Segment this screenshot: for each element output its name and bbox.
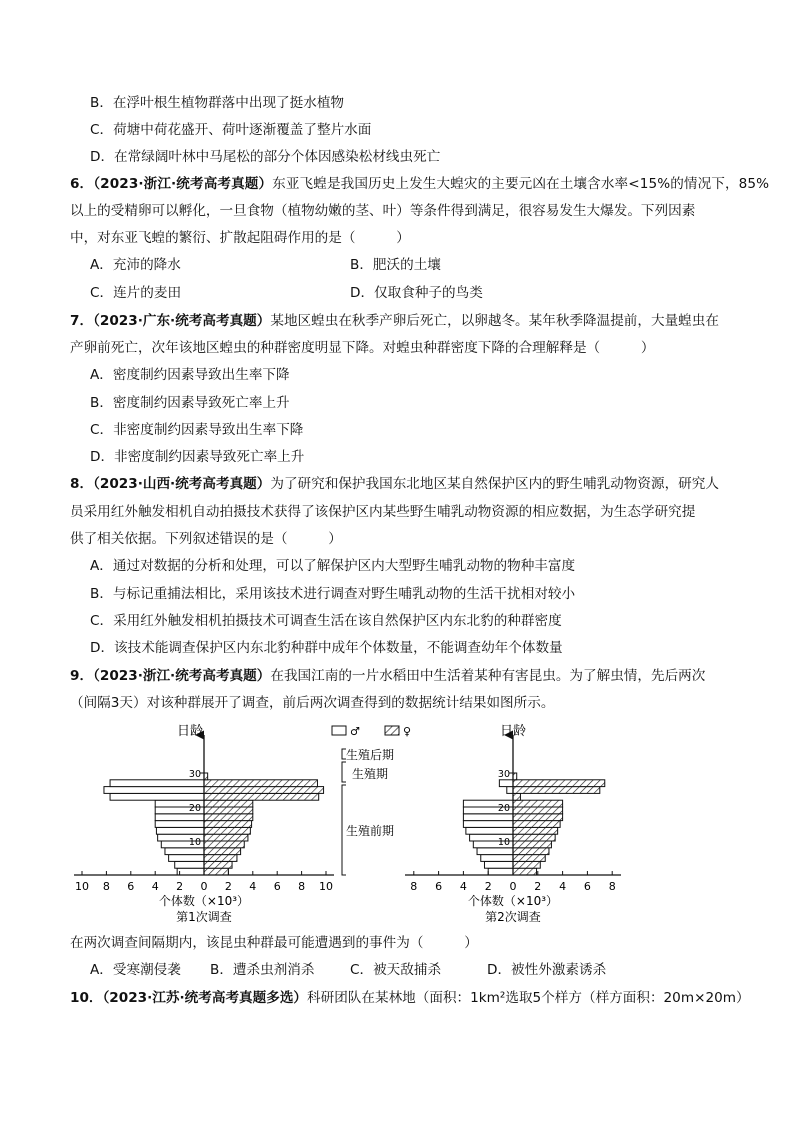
q10-stem-line1 (70, 988, 750, 1008)
q8-option-c: C．采用红外触发相机拍摄技术可调查生活在该自然保护区内东北豹的种群密度 (90, 613, 562, 629)
q6-option-c: C．连片的麦田 (90, 285, 182, 301)
chart-2-x-tick-label: 6 (583, 880, 591, 893)
chart-1-female-bar (204, 821, 252, 828)
q6-stem-line3: 中，对东亚飞蝗的繁衍、扩散起阻碍作用的是（ ） (70, 230, 410, 246)
q10-source: （2023·江苏·统考高考真题多选） (102, 990, 308, 1006)
q9-number: 9． (70, 668, 94, 684)
chart-1-x-tick-label: 2 (176, 880, 184, 893)
chart-2-male-bar (499, 780, 513, 787)
chart-2-male-bar (484, 861, 513, 868)
chart-2-x-tick-label: 8 (410, 880, 418, 893)
chart-2-female-bar (513, 821, 560, 828)
chart-1-female-bar (204, 855, 237, 862)
chart-1-male-bar (175, 861, 204, 868)
q8-stem-line3: 供了相关依据。下列叙述错误的是（ ） (70, 531, 342, 547)
chart-1-x-tick-label: 2 (224, 880, 232, 893)
chart-2-female-bar (513, 848, 549, 855)
q8-number: 8． (70, 476, 94, 492)
legend-female-label: ♀ (403, 725, 412, 738)
chart-1-y-tick-label: 30 (188, 769, 201, 780)
q6-source: （2023·浙江·统考高考真题） (93, 176, 273, 192)
chart-1-male-bar (156, 827, 204, 834)
chart-1 (74, 723, 334, 924)
chart-2-x-tick-label: 4 (459, 880, 467, 893)
q5-option-b: B．在浮叶根生植物群落中出现了挺水植物 (90, 95, 345, 111)
chart-2-female-bar (513, 787, 600, 794)
chart-2-female-bar (513, 807, 563, 814)
q6-stem-line2: 以上的受精卵可以孵化，一旦食物（植物幼嫩的茎、叶）等条件得到满足，很容易发生大爆发。下列因素 (70, 203, 696, 219)
q6-stem-line1 (70, 174, 769, 194)
q9-source: （2023·浙江·统考高考真题） (93, 668, 271, 684)
chart-legend (332, 725, 411, 738)
q5-option-c: C．荷塘中荷花盛开、荷叶逐渐覆盖了整片水面 (90, 122, 372, 138)
chart-2-male-bar (463, 814, 513, 821)
chart-2 (405, 723, 621, 924)
chart-1-female-bar (204, 800, 253, 807)
chart-2-x-tick-label: 8 (608, 880, 616, 893)
chart-1-x-label: 个体数（×10³） (158, 894, 250, 908)
chart-2-female-bar (513, 861, 540, 868)
chart-2-x-tick-label: 2 (534, 880, 542, 893)
chart-1-y-label: 日龄 (176, 724, 204, 739)
chart-2-female-bar (513, 800, 563, 807)
chart-1-x-tick-label: 8 (298, 880, 306, 893)
chart-1-y-tick-label: 10 (188, 837, 201, 848)
chart-1-x-tick-label: 10 (75, 880, 89, 893)
chart-2-female-bar (513, 855, 545, 862)
chart-1-x-tick-label: 6 (273, 880, 281, 893)
q7-stem-line1 (70, 311, 719, 331)
chart-1-male-bar (104, 787, 204, 794)
q8-source: （2023·山西·统考高考真题） (93, 476, 271, 492)
chart-2-y-tick-label: 30 (497, 769, 510, 780)
q7-stem-text: 某地区蝗虫在秋季产卵后死亡，以卵越冬。某年秋季降温提前，大量蝗虫在 (270, 313, 719, 329)
chart-1-y-tick-label: 20 (188, 803, 201, 814)
chart-1-x-tick-label: 6 (127, 880, 135, 893)
chart-1-x-tick-label: 4 (249, 880, 257, 893)
q9-stem-line1 (70, 666, 705, 686)
chart-1-x-tick-label: 8 (102, 880, 110, 893)
chart-2-x-tick-label: 2 (484, 880, 492, 893)
chart-1-female-bar (204, 868, 228, 875)
chart-2-male-bar (477, 848, 513, 855)
chart-1-female-bar (204, 827, 250, 834)
q7-source: （2023·广东·统考高考真题） (93, 313, 271, 329)
chart-1-male-bar (155, 821, 204, 828)
chart-1-female-bar (204, 793, 319, 800)
chart-2-male-bar (463, 821, 513, 828)
chart-1-x-tick-label: 10 (319, 880, 333, 893)
q6-stem-text: 东亚飞蝗是我国历史上发生大蝗灾的主要元凶在土壤含水率<15%的情况下，85% (272, 176, 770, 192)
chart-2-x-ticks (410, 871, 615, 893)
chart-1-female-bar (204, 807, 253, 814)
q9-option-b: B．遭杀虫剂消杀 (210, 962, 315, 978)
chart-2-y-label: 日龄 (499, 724, 527, 739)
pre-reproductive-label: 生殖前期 (346, 824, 395, 838)
q7-option-d: D．非密度制约因素导致死亡率上升 (90, 449, 305, 465)
chart-1-female-bar (204, 780, 317, 787)
chart-1-female-bar (204, 848, 241, 855)
q7-option-c: C．非密度制约因素导致出生率下降 (90, 422, 304, 438)
chart-2-x-tick-label: 0 (509, 880, 517, 893)
q7-stem-line2: 产卵前死亡，次年该地区蝗虫的种群密度明显下降。对蝗虫种群密度下降的合理解释是（ ） (70, 340, 655, 356)
chart-2-male-bar (481, 855, 513, 862)
chart-2-female-bar (513, 814, 563, 821)
chart-1-x-tick-label: 0 (200, 880, 208, 893)
chart-2-male-bar (507, 787, 513, 794)
chart-1-female-bar (204, 834, 248, 841)
chart-2-title: 第2次调查 (485, 910, 541, 924)
post-reproductive-label: 生殖后期 (346, 748, 395, 762)
chart-1-male-bar (169, 855, 204, 862)
chart-1-female-bar (204, 787, 324, 794)
legend-male-label: ♂ (350, 725, 360, 738)
chart-1-male-bar (165, 848, 204, 855)
chart-2-female-bar (513, 793, 520, 800)
chart-2-female-bar (513, 780, 605, 787)
q8-stem-line2: 员采用红外触发相机自动拍摄技术获得了该保护区内某些野生哺乳动物资源的相应数据，为生态学研究提 (70, 504, 696, 520)
q5-option-d: D．在常绿阔叶林中马尾松的部分个体因感染松材线虫死亡 (90, 149, 441, 165)
q8-option-a: A．通过对数据的分析和处理，可以了解保护区内大型野生哺乳动物的物种丰富度 (90, 558, 576, 574)
q9-question-line: 在两次调查间隔期内，该昆虫种群最可能遭遇到的事件为（ ） (70, 935, 478, 951)
age-pyramid-figure (0, 715, 794, 930)
q6-number: 6． (70, 176, 94, 192)
chart-2-x-label: 个体数（×10³） (467, 894, 559, 908)
q9-stem-text: 在我国江南的一片水稻田中生活着某种有害昆虫。为了解虫情，先后两次 (270, 668, 706, 684)
q7-option-b: B．密度制约因素导致死亡率上升 (90, 395, 290, 411)
chart-2-female-bar (513, 834, 555, 841)
chart-2-x-tick-label: 4 (559, 880, 567, 893)
q10-number: 10． (70, 990, 103, 1006)
chart-1-male-bar (177, 868, 204, 875)
chart-1-male-bar (110, 793, 204, 800)
chart-2-y-tick-label: 10 (497, 837, 510, 848)
chart-2-female-bar (513, 841, 551, 848)
chart-1-male-bar (155, 814, 204, 821)
stage-brackets (342, 747, 394, 875)
reproductive-label: 生殖期 (352, 767, 389, 781)
q8-option-d: D．该技术能调查保护区内东北豹种群中成年个体数量，不能调查幼年个体数量 (90, 640, 563, 656)
chart-1-title: 第1次调查 (176, 910, 232, 924)
chart-2-female-bar (513, 868, 537, 875)
q6-option-a: A．充沛的降水 (90, 257, 181, 273)
chart-1-female-bar (204, 861, 232, 868)
q6-option-d: D．仅取食种子的鸟类 (350, 285, 483, 301)
q7-number: 7． (70, 313, 94, 329)
chart-2-male-bar (488, 868, 513, 875)
chart-1-x-ticks (75, 871, 333, 893)
legend-male-swatch (332, 726, 346, 735)
q9-option-d: D．被性外激素诱杀 (487, 962, 607, 978)
chart-1-female-bar (204, 814, 253, 821)
q10-stem-text: 科研团队在某林地（面积：1km²选取5个样方（样方面积：20m×20m） (307, 990, 750, 1006)
chart-1-male-bar (110, 780, 204, 787)
q8-stem-text: 为了研究和保护我国东北地区某自然保护区内的野生哺乳动物资源，研究人 (270, 476, 719, 492)
q9-option-c: C．被天敌捕杀 (350, 962, 442, 978)
chart-2-x-tick-label: 6 (435, 880, 443, 893)
q7-option-a: A．密度制约因素导致出生率下降 (90, 367, 290, 383)
q9-option-a: A．受寒潮侵袭 (90, 962, 181, 978)
chart-2-male-bar (466, 827, 513, 834)
q6-option-b: B．肥沃的土壤 (350, 257, 441, 273)
chart-2-female-bar (513, 827, 558, 834)
chart-1-bars (104, 773, 324, 875)
q8-option-b: B．与标记重捕法相比，采用该技术进行调查对野生哺乳动物的生活干扰相对较小 (90, 586, 576, 602)
q8-stem-line1 (70, 474, 719, 494)
legend-female-swatch (385, 726, 399, 735)
chart-2-y-tick-label: 20 (497, 803, 510, 814)
q9-stem-line2: （间隔3天）对该种群展开了调查，前后两次调查得到的数据统计结果如图所示。 (70, 695, 555, 711)
chart-2-bars (463, 773, 604, 875)
reproductive-bracket (342, 762, 346, 782)
chart-1-female-bar (204, 841, 244, 848)
chart-1-x-tick-label: 4 (151, 880, 159, 893)
